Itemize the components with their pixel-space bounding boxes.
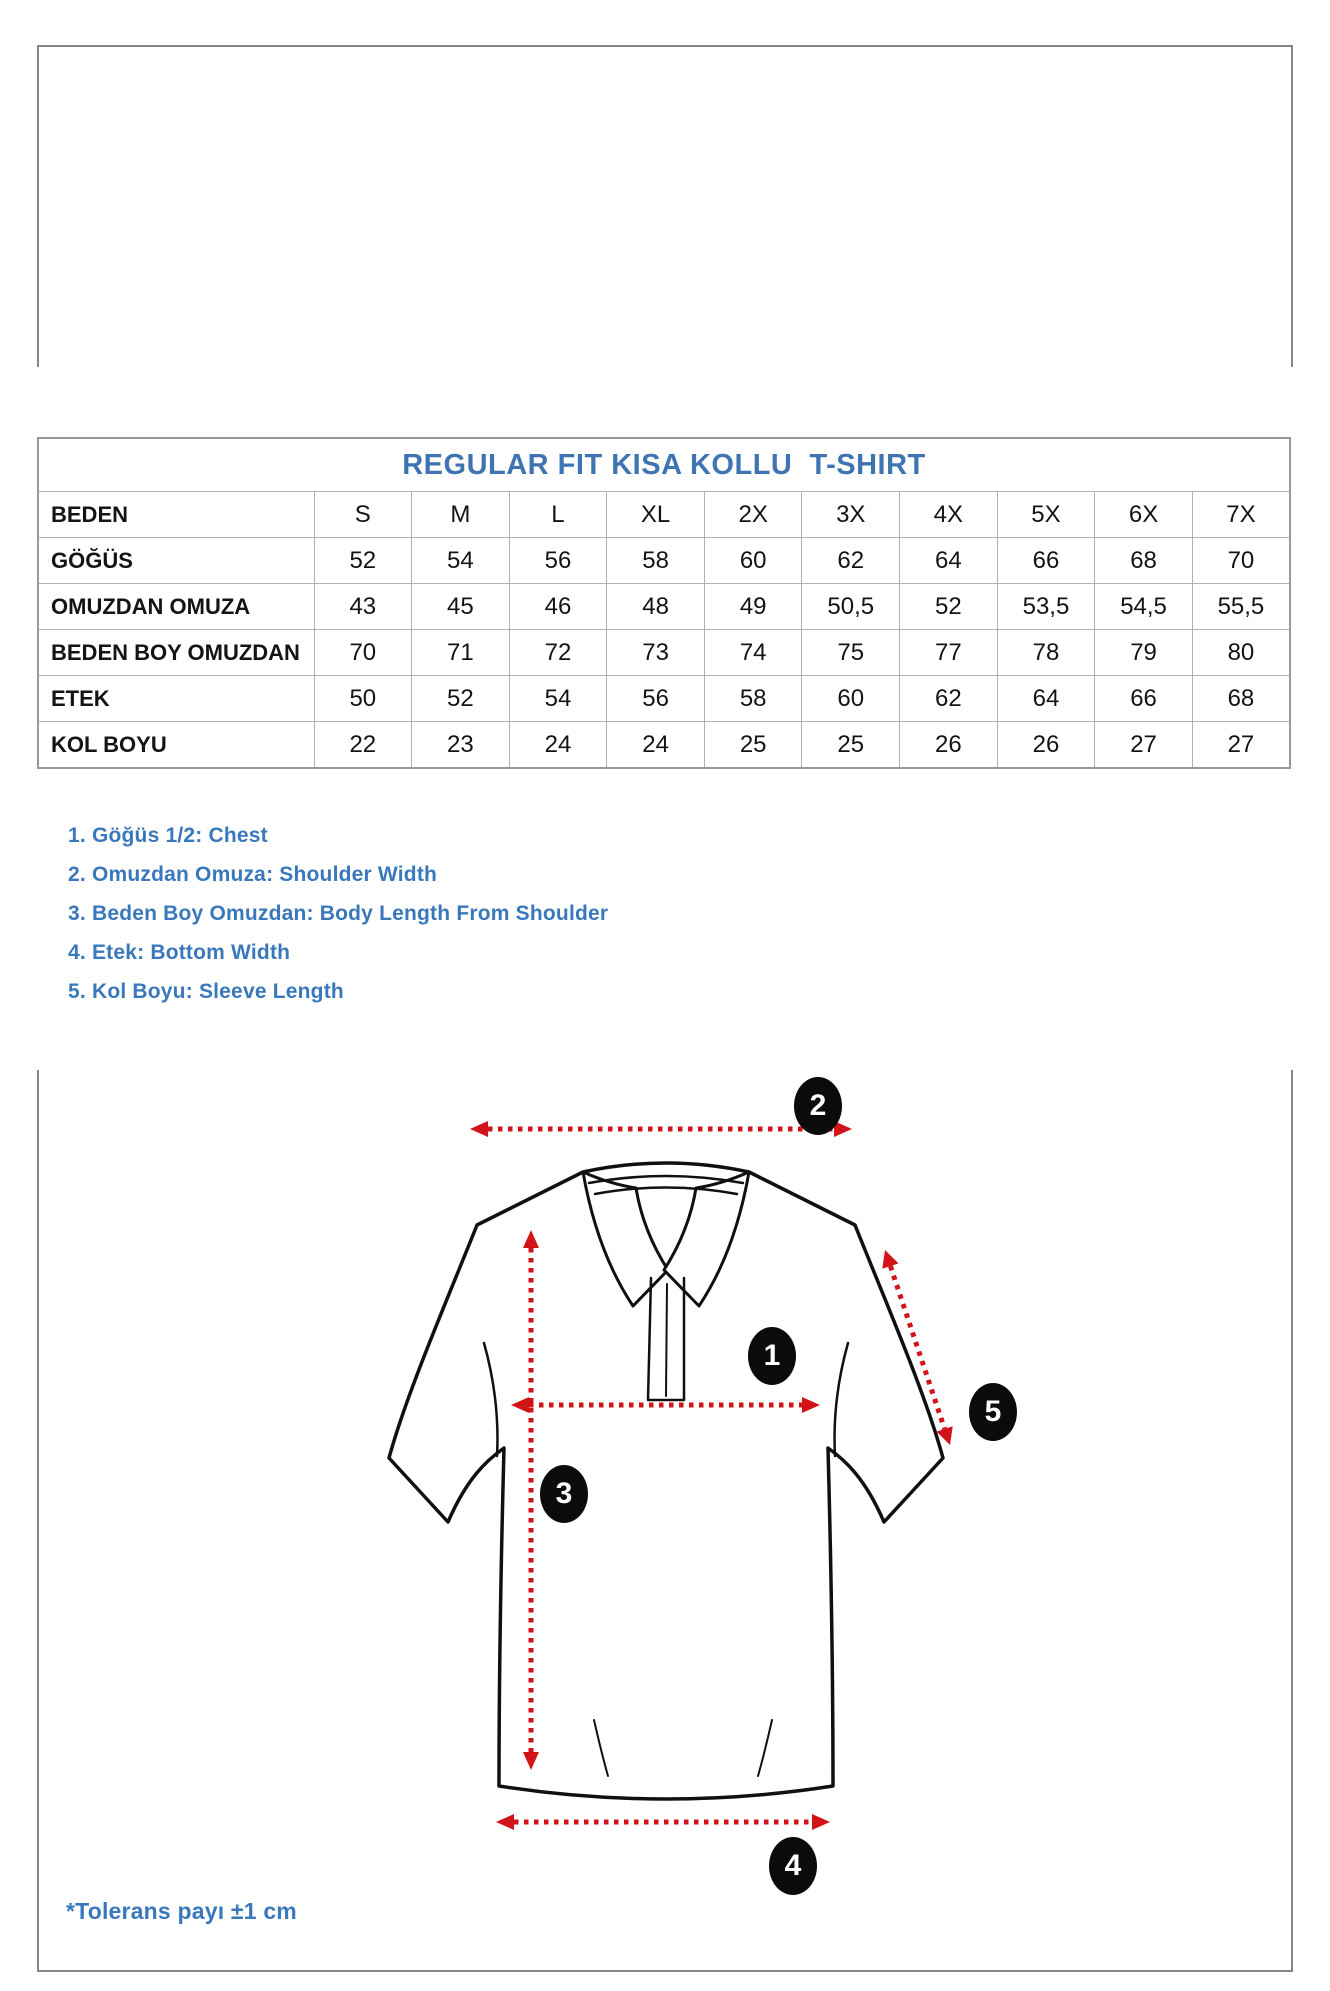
- measurement-value: 56: [509, 538, 607, 584]
- measure-marker-4: 4: [769, 1837, 817, 1895]
- table-row: [38, 722, 1290, 769]
- measure-arrow-bottom-width: [496, 1814, 830, 1830]
- measurement-value: 24: [607, 722, 705, 769]
- size-column-header: XL: [607, 492, 705, 538]
- measurement-value: 73: [607, 630, 705, 676]
- size-column-header: M: [412, 492, 510, 538]
- row-label: OMUZDAN OMUZA: [38, 584, 314, 630]
- measurement-value: 62: [900, 676, 998, 722]
- size-column-header: 6X: [1095, 492, 1193, 538]
- top-empty-frame: [37, 45, 1293, 367]
- measurement-value: 54,5: [1095, 584, 1193, 630]
- legend-item: 2. Omuzdan Omuza: Shoulder Width: [68, 863, 438, 886]
- measurement-value: 48: [607, 584, 705, 630]
- measurement-value: 68: [1192, 676, 1290, 722]
- measurement-value: 72: [509, 630, 607, 676]
- size-chart-title: REGULAR FIT KISA KOLLU T-SHIRT: [38, 438, 1290, 492]
- measurement-value: 75: [802, 630, 900, 676]
- measurement-value: 64: [900, 538, 998, 584]
- table-row: [38, 584, 1290, 630]
- measurement-value: 60: [704, 538, 802, 584]
- measurement-value: 22: [314, 722, 412, 769]
- measurement-value: 70: [314, 630, 412, 676]
- header-label: BEDEN: [38, 492, 314, 538]
- legend-item: 5. Kol Boyu: Sleeve Length: [68, 980, 344, 1003]
- measurement-value: 64: [997, 676, 1095, 722]
- measurement-value: 71: [412, 630, 510, 676]
- size-column-header: 5X: [997, 492, 1095, 538]
- size-column-header: S: [314, 492, 412, 538]
- measurement-value: 52: [412, 676, 510, 722]
- row-label: GÖĞÜS: [38, 538, 314, 584]
- shirt-body: [389, 1163, 943, 1799]
- measurement-value: 43: [314, 584, 412, 630]
- size-column-header: 4X: [900, 492, 998, 538]
- measurement-value: 66: [1095, 676, 1193, 722]
- measurement-value: 79: [1095, 630, 1193, 676]
- measurement-value: 46: [509, 584, 607, 630]
- measurement-value: 55,5: [1192, 584, 1290, 630]
- measurement-value: 53,5: [997, 584, 1095, 630]
- measurement-value: 26: [900, 722, 998, 769]
- size-table-body: [38, 438, 1290, 768]
- row-label: KOL BOYU: [38, 722, 314, 769]
- row-label: BEDEN BOY OMUZDAN: [38, 630, 314, 676]
- measurement-value: 54: [412, 538, 510, 584]
- legend-item: 3. Beden Boy Omuzdan: Body Length From Shoulder: [68, 902, 609, 925]
- measurement-value: 58: [607, 538, 705, 584]
- measurement-value: 58: [704, 676, 802, 722]
- size-column-header: 2X: [704, 492, 802, 538]
- measurement-value: 56: [607, 676, 705, 722]
- size-column-header: 3X: [802, 492, 900, 538]
- measurement-value: 27: [1095, 722, 1193, 769]
- legend-item: 4. Etek: Bottom Width: [68, 941, 291, 964]
- measurement-value: 66: [997, 538, 1095, 584]
- measure-marker-2: 2: [794, 1077, 842, 1135]
- table-row: [38, 538, 1290, 584]
- size-column-header: L: [509, 492, 607, 538]
- tolerance-note: *Tolerans payı ±1 cm: [66, 1898, 297, 1924]
- measurement-value: 70: [1192, 538, 1290, 584]
- placket-center-line: [666, 1284, 667, 1396]
- measurement-legend: [68, 824, 608, 1004]
- measurement-value: 52: [900, 584, 998, 630]
- table-row: [38, 630, 1290, 676]
- measurement-value: 50: [314, 676, 412, 722]
- measurement-value: 62: [802, 538, 900, 584]
- measurement-value: 68: [1095, 538, 1193, 584]
- measurement-value: 74: [704, 630, 802, 676]
- measure-marker-3: 3: [540, 1465, 588, 1523]
- polo-shirt-diagram: [0, 1040, 1330, 1991]
- table-row: [38, 676, 1290, 722]
- size-column-header: 7X: [1192, 492, 1290, 538]
- measurement-value: 45: [412, 584, 510, 630]
- measure-marker-5: 5: [969, 1383, 1017, 1441]
- measurement-value: 77: [900, 630, 998, 676]
- row-label: ETEK: [38, 676, 314, 722]
- measure-arrow-shoulder-width: [470, 1121, 852, 1137]
- measurement-value: 78: [997, 630, 1095, 676]
- measurement-value: 60: [802, 676, 900, 722]
- measurement-value: 25: [802, 722, 900, 769]
- measurement-value: 80: [1192, 630, 1290, 676]
- legend-item: 1. Göğüs 1/2: Chest: [68, 824, 268, 847]
- measurement-value: 26: [997, 722, 1095, 769]
- measurement-value: 50,5: [802, 584, 900, 630]
- measurement-value: 49: [704, 584, 802, 630]
- measurement-value: 54: [509, 676, 607, 722]
- measurement-value: 27: [1192, 722, 1290, 769]
- measurement-value: 25: [704, 722, 802, 769]
- measurement-value: 24: [509, 722, 607, 769]
- measurement-value: 52: [314, 538, 412, 584]
- measurement-value: 23: [412, 722, 510, 769]
- size-table: [37, 437, 1291, 769]
- measure-marker-1: 1: [748, 1327, 796, 1385]
